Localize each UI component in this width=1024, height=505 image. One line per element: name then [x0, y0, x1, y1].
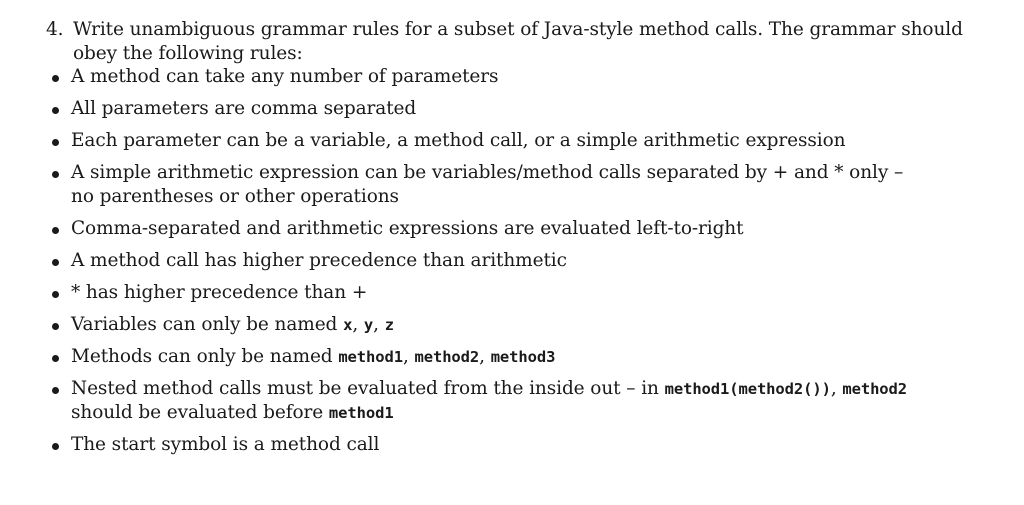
rule-item — [52, 217, 912, 241]
rule-item — [52, 249, 912, 273]
code-method3: method3 — [490, 348, 556, 366]
bullet-icon — [52, 171, 59, 178]
bullet-icon — [52, 139, 59, 146]
code-nested-call: method1(method2()) — [664, 380, 831, 398]
rules-list — [52, 65, 912, 457]
code-method1: method1 — [328, 404, 394, 422]
rule-text: All parameters are comma separated — [71, 98, 417, 119]
bullet-icon — [52, 75, 59, 82]
code-y: y — [363, 316, 374, 334]
rule-text: Nested method calls must be evaluated from the inside out – in — [71, 378, 665, 399]
rule-item — [52, 377, 912, 425]
rule-item — [52, 65, 912, 89]
bullet-icon — [52, 323, 59, 330]
bullet-icon — [52, 107, 59, 114]
rule-text: Each parameter can be a variable, a method call, or a simple arithmetic expression — [71, 130, 846, 151]
rule-text: A method call has higher precedence than arithmetic — [71, 250, 567, 271]
rule-item — [52, 161, 912, 209]
bullet-icon — [52, 227, 59, 234]
rule-item — [52, 129, 912, 153]
code-method1: method1 — [338, 348, 403, 366]
rule-item — [52, 433, 912, 457]
bullet-icon — [52, 387, 59, 394]
rule-item — [52, 313, 912, 337]
rule-text: Methods can only be named — [71, 346, 339, 367]
rule-text: The start symbol is a method call — [71, 434, 380, 455]
code-method2: method2 — [842, 380, 907, 398]
separator: , — [352, 314, 364, 335]
separator: , — [830, 378, 843, 399]
bullet-icon — [52, 443, 59, 450]
bullet-icon — [52, 355, 59, 362]
rule-item — [52, 345, 912, 369]
problem-intro-text: Write unambiguous grammar rules for a subset of Java-style method calls. The grammar should obey the following rules: — [73, 19, 963, 64]
code-z: z — [384, 316, 394, 334]
bullet-icon — [52, 259, 59, 266]
rule-text: * has higher precedence than + — [71, 282, 368, 303]
rule-item — [52, 97, 912, 121]
rule-text: Comma-separated and arithmetic expressions are evaluated left-to-right — [71, 218, 744, 239]
rule-text: Variables can only be named — [71, 314, 344, 335]
problem-4 — [46, 18, 976, 66]
code-method2: method2 — [414, 348, 480, 366]
rule-text: A method can take any number of parameters — [71, 66, 499, 87]
code-x: x — [343, 316, 353, 334]
problem-number: 4. — [46, 19, 64, 40]
problem-intro — [46, 18, 976, 66]
rule-text-middle: should be evaluated before — [71, 402, 329, 423]
separator: , — [373, 314, 385, 335]
rule-text: A simple arithmetic expression can be variables/method calls separated by + and * only – no parentheses or other operations — [71, 162, 904, 207]
separator: , — [402, 346, 415, 367]
bullet-icon — [52, 291, 59, 298]
rule-item — [52, 281, 912, 305]
separator: , — [479, 346, 491, 367]
